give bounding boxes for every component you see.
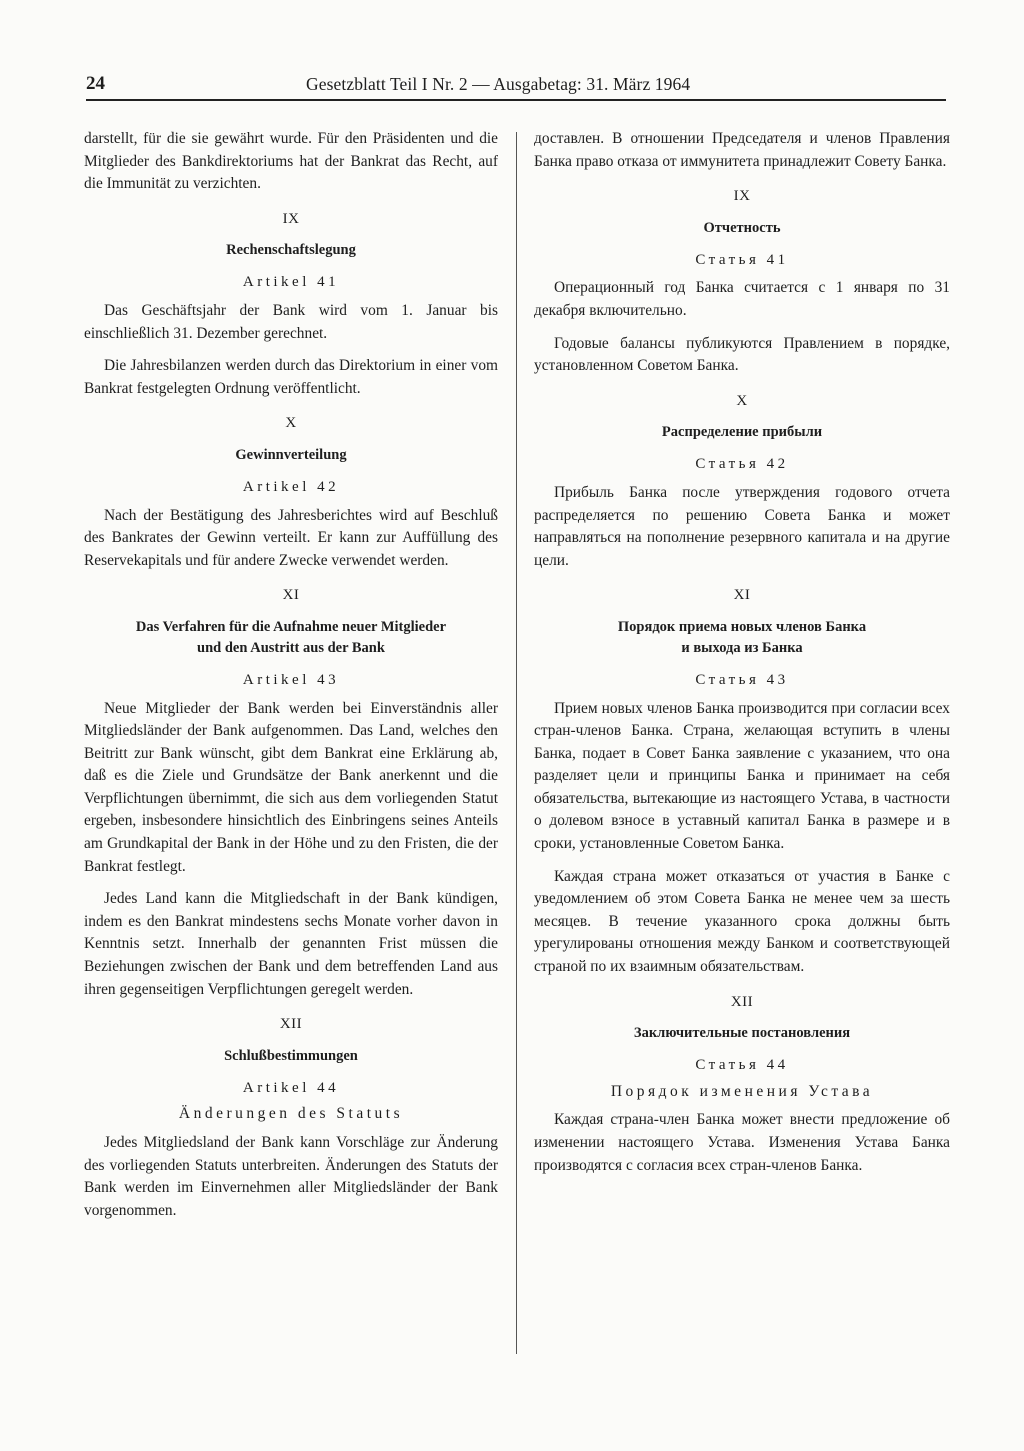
- article-subtitle: Änderungen des Statuts: [178, 1105, 404, 1123]
- article-paragraph: Das Geschäftsjahr der Bank wird vom 1. Januar bis einschließlich 31. Dezember gerechnet.: [84, 301, 498, 342]
- section-title-line: und den Austritt aus der Bank: [197, 639, 385, 656]
- article-heading: Статья 43: [695, 671, 789, 688]
- section-title: Заключительные постановления: [633, 1025, 851, 1042]
- article-paragraph: Операционный год Банка считается с 1 января по 31 декабря включительно.: [534, 279, 950, 319]
- gazette-title: Gesetzblatt Teil I Nr. 2 — Ausgabetag: 31. März 1964: [306, 74, 691, 94]
- section-title: [84, 617, 498, 659]
- article-heading: Artikel 42: [242, 478, 340, 495]
- section-number: XII: [730, 993, 754, 1010]
- article-subtitle: Порядок изменения Устава: [610, 1082, 874, 1100]
- article-heading: Artikel 44: [242, 1079, 340, 1096]
- article-paragraph: Каждая страна может отказаться от участия в Банке с уведомлением об этом Совета Банка не менее чем за шесть месяцев. В течение указанного срока должны быть урегулированы отношения между Банком и соответствующей страной по их взаимным обязательствам.: [534, 867, 950, 976]
- section-number: XI: [733, 587, 751, 604]
- section-title-line: Порядок приема новых членов Банка: [617, 618, 867, 635]
- article-heading: Artikel 43: [242, 671, 340, 688]
- section-title: [534, 617, 950, 659]
- article-heading: Статья 42: [695, 456, 789, 473]
- article-paragraph: Nach der Bestätigung des Jahresberichtes wird auf Beschluß des Bankrates der Gewinn verteilt. Er kann zur Auffüllung des Reservekapitals und für andere Zwecke verwendet werden.: [84, 506, 498, 569]
- section-title: Gewinnverteilung: [235, 446, 347, 463]
- section-title: Rechenschaftslegung: [226, 242, 356, 259]
- section-number: IX: [282, 210, 300, 227]
- german-column: [84, 128, 498, 1232]
- section-title-line: и выхода из Банка: [681, 639, 803, 656]
- article-paragraph: Прибыль Банка после утверждения годового отчета распределяется по решению Совета Банка и может направляться на пополнение резервного капитала и на другие цели.: [534, 483, 950, 569]
- article-heading: Статья 44: [695, 1057, 789, 1074]
- page-header: [86, 73, 946, 101]
- section-title: Распределение прибыли: [661, 424, 823, 441]
- section-title-line: Das Verfahren für die Aufnahme neuer Mitglieder: [135, 618, 447, 635]
- section-title: Отчетность: [703, 219, 781, 236]
- section-title: Schlußbestimmungen: [224, 1047, 358, 1064]
- page-number: 24: [86, 73, 105, 94]
- article-paragraph: Jedes Mitgliedsland der Bank kann Vorschläge zur Änderung des vorliegenden Statuts unterbreiten. Änderungen des Statuts der Bank werden im Einvernehmen aller Mitgliedsländer der Bank vorgenommen.: [84, 1134, 498, 1219]
- section-number: IX: [733, 188, 751, 205]
- intro-paragraph: доставлен. В отношении Председателя и членов Правления Банка право отказа от иммунитета принадлежит Совету Банка.: [534, 130, 950, 170]
- section-number: X: [736, 392, 748, 409]
- section-number: XI: [282, 587, 300, 604]
- article-paragraph: Годовые балансы публикуются Правлением в порядке, установленном Советом Банка.: [534, 334, 950, 375]
- article-paragraph: Die Jahresbilanzen werden durch das Direktorium in einer vom Bankrat festgelegten Ordnung veröffentlicht.: [84, 357, 498, 397]
- article-paragraph: Каждая страна-член Банка может внести предложение об изменении настоящего Устава. Изменения Устава Банка производятся с согласия всех стран-членов Банка.: [534, 1111, 950, 1174]
- article-heading: Artikel 41: [242, 274, 340, 291]
- article-paragraph: Neue Mitglieder der Bank werden bei Einverständnis aller Mitgliedsländer der Bank aufgenommen. Das Land, welches den Beitritt zur Bank wünscht, gibt dem Bankrat eine Erklärung ab, daß es die Ziele und Grundsätze der Bank anerkennt und die Verpflichtungen übernimmt, die sich aus dem vorliegenden Statut ergeben, insbesondere hinsichtlich des Einbringens seines Anteils am Grundkapital der Bank in der Höhe und zu den Fristen, die der Bankrat festlegt.: [84, 699, 498, 875]
- column-divider: [516, 132, 517, 1354]
- section-number: XII: [279, 1016, 303, 1033]
- section-number: X: [285, 415, 297, 432]
- russian-column: [534, 128, 950, 1187]
- article-paragraph: Jedes Land kann die Mitgliedschaft in der Bank kündigen, indem es den Bankrat mindestens sechs Monate vorher davon in Kenntnis setzt. Innerhalb der genannten Frist müssen die Beziehungen zwischen der Bank und dem betreffenden Land aus ihren gegenseitigen Verpflichtungen geregelt werden.: [84, 890, 498, 998]
- article-heading: Статья 41: [695, 251, 789, 268]
- article-paragraph: Прием новых членов Банка производится при согласии всех стран-членов Банка. Страна, желающая вступить в члены Банка, подает в Совет Банка заявление с указанием, что она разделяет цели и принципы Банка и принимает на себя обязательства, вытекающие из настоящего Устава, в частности о долевом взносе в уставный капитал Банка в размере и в сроки, установленные Советом Банка.: [534, 699, 950, 853]
- intro-paragraph: darstellt, für die sie gewährt wurde. Für den Präsidenten und die Mitglieder des Bankdirektoriums hat der Bankrat das Recht, auf die Immunität zu verzichten.: [84, 130, 498, 193]
